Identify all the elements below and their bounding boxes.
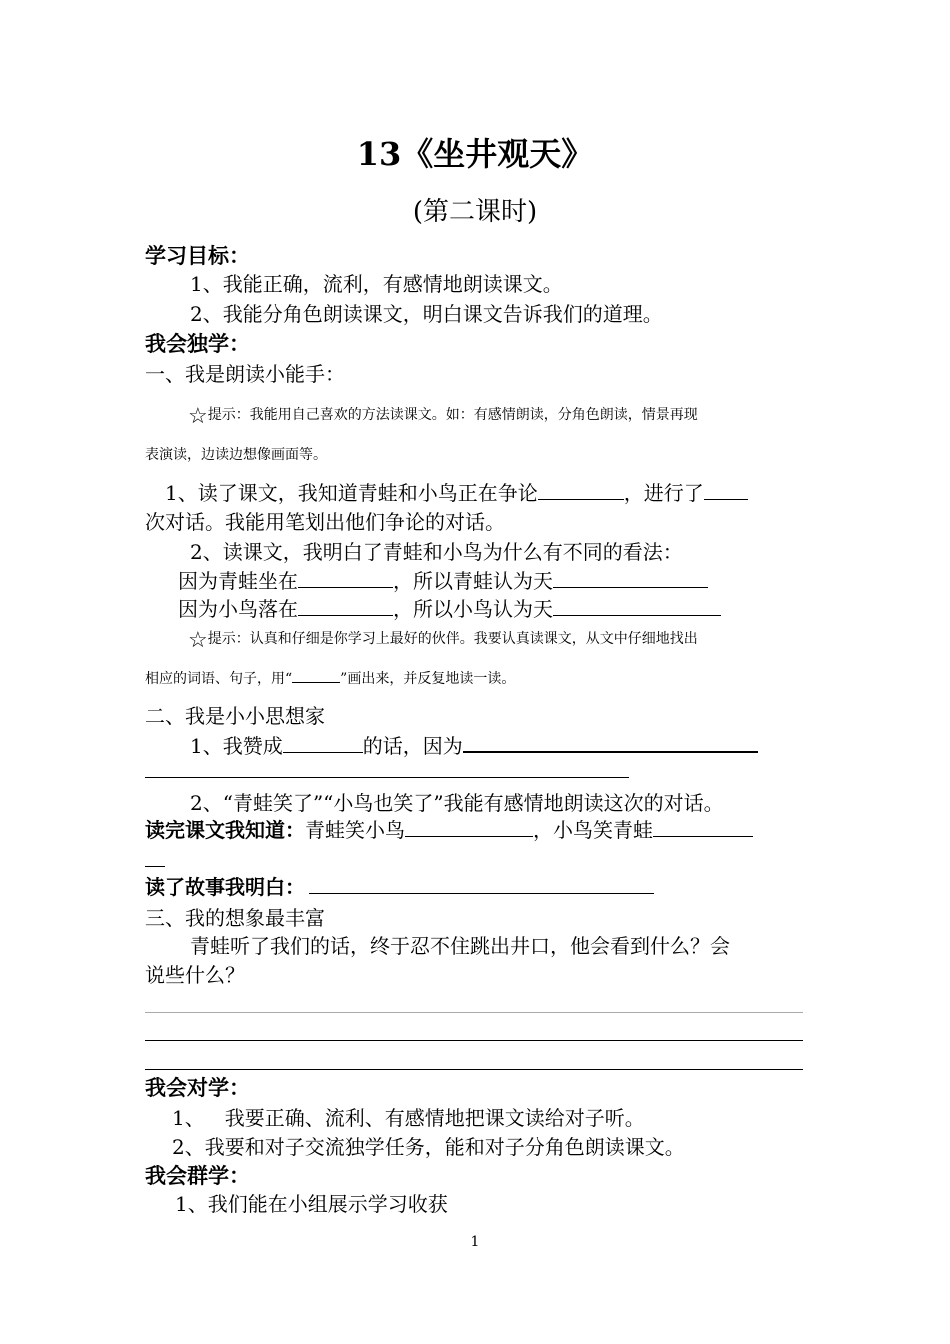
bird-line [178, 597, 721, 621]
s2q1-text-b: 的话，因为 [362, 734, 463, 758]
frog-line [178, 569, 708, 593]
goal-item-1: 1、我能正确，流利，有感情地朗读课文。 [190, 272, 563, 296]
tip2-text-a: 相应的词语、句子，用“ [145, 671, 293, 687]
blank-agree-with[interactable] [283, 734, 363, 753]
tip1-line2: 表演读，边读边想像画面等。 [145, 447, 327, 463]
self-study-heading: 我会独学： [145, 332, 250, 356]
blank-dialog-count[interactable] [704, 481, 748, 500]
q1-text-b: ，进行了 [623, 481, 704, 505]
tip1-line1 [188, 402, 698, 429]
tip1-text: 提示：我能用自己喜欢的方法读课文。如：有感情朗读，分角色朗读，情景再现 [207, 407, 698, 423]
know-label: 读完课文我知道： [145, 818, 305, 842]
frog-text-a: 因为青蛙坐在 [178, 569, 298, 593]
section2-heading: 二、我是小小思想家 [145, 704, 325, 728]
blank-bird-location[interactable] [298, 597, 393, 616]
blank-frog-location[interactable] [298, 569, 393, 588]
blank-bird-laughs[interactable] [653, 818, 753, 837]
writing-line-3[interactable] [145, 1069, 803, 1070]
pair-study-heading: 我会对学： [145, 1076, 250, 1100]
goals-heading: 学习目标： [145, 244, 250, 268]
section3-q-line2: 说些什么？ [145, 963, 245, 987]
group-item-1: 1、我们能在小组展示学习收获 [175, 1192, 448, 1216]
know-text-a: 青蛙笑小鸟 [305, 818, 405, 842]
blank-debate-topic[interactable] [538, 481, 624, 500]
section3-q-line1: 青蛙听了我们的话，终于忍不住跳出井口，他会看到什么？会 [190, 934, 730, 958]
blank-lesson[interactable] [309, 875, 654, 894]
know-line [145, 818, 753, 842]
section1-q2: 2、读课文，我明白了青蛙和小鸟为什么有不同的看法： [190, 540, 683, 564]
tip2-text-b: ”画出来，并反复地读一读。 [340, 671, 516, 687]
answer-line[interactable] [145, 777, 629, 778]
pair-item-1-text: 我要正确、流利、有感情地把课文读给对子听。 [224, 1106, 645, 1130]
know-text-b: ，小鸟笑青蛙 [533, 818, 653, 842]
q1-text-a: 1、读了课文，我知道青蛙和小鸟正在争论 [165, 481, 538, 505]
section3-heading: 三、我的想象最丰富 [145, 906, 325, 930]
writing-line-2[interactable] [145, 1040, 803, 1041]
bird-text-b: ，所以小鸟认为天 [393, 597, 553, 621]
underline-sample [292, 670, 340, 683]
section1-heading: 一、我是朗读小能手： [145, 362, 345, 386]
understand-line [145, 875, 654, 899]
s2q1-text-a: 1、我赞成 [190, 734, 283, 758]
understand-label: 读了故事我明白： [145, 875, 305, 899]
answer-line-continued[interactable] [145, 866, 165, 867]
pair-item-1 [172, 1106, 645, 1130]
blank-frog-sky[interactable] [553, 569, 708, 588]
section1-q1-line2: 次对话。我能用笔划出他们争论的对话。 [145, 510, 505, 534]
tip2-line2 [145, 670, 515, 688]
goal-item-2: 2、我能分角色朗读课文，明白课文告诉我们的道理。 [190, 302, 663, 326]
pair-item-1-num: 1、 [172, 1106, 205, 1130]
frog-text-b: ，所以青蛙认为天 [393, 569, 553, 593]
section2-q2: 2、“青蛙笑了”“小鸟也笑了”我能有感情地朗读这次的对话。 [190, 791, 724, 815]
writing-line-1[interactable] [145, 1012, 803, 1013]
pair-item-2: 2、我要和对子交流独学任务，能和对子分角色朗读课文。 [172, 1135, 685, 1159]
section2-q1 [190, 733, 758, 758]
page-number: 1 [470, 1234, 480, 1250]
star-icon: ☆ [188, 404, 208, 429]
blank-bird-sky[interactable] [553, 597, 721, 616]
page-title: 13《坐井观天》 [356, 135, 594, 173]
section1-q1-line1 [165, 481, 748, 505]
blank-frog-laughs[interactable] [405, 818, 533, 837]
page-subtitle: (第二课时) [412, 197, 538, 227]
tip2-text: 提示：认真和仔细是你学习上最好的伙伴。我要认真读课文，从文中仔细地找出 [207, 631, 698, 647]
star-icon: ☆ [188, 628, 208, 653]
group-study-heading: 我会群学： [145, 1164, 250, 1188]
blank-reason[interactable] [463, 733, 758, 753]
tip2-line1 [188, 626, 698, 653]
bird-text-a: 因为小鸟落在 [178, 597, 298, 621]
